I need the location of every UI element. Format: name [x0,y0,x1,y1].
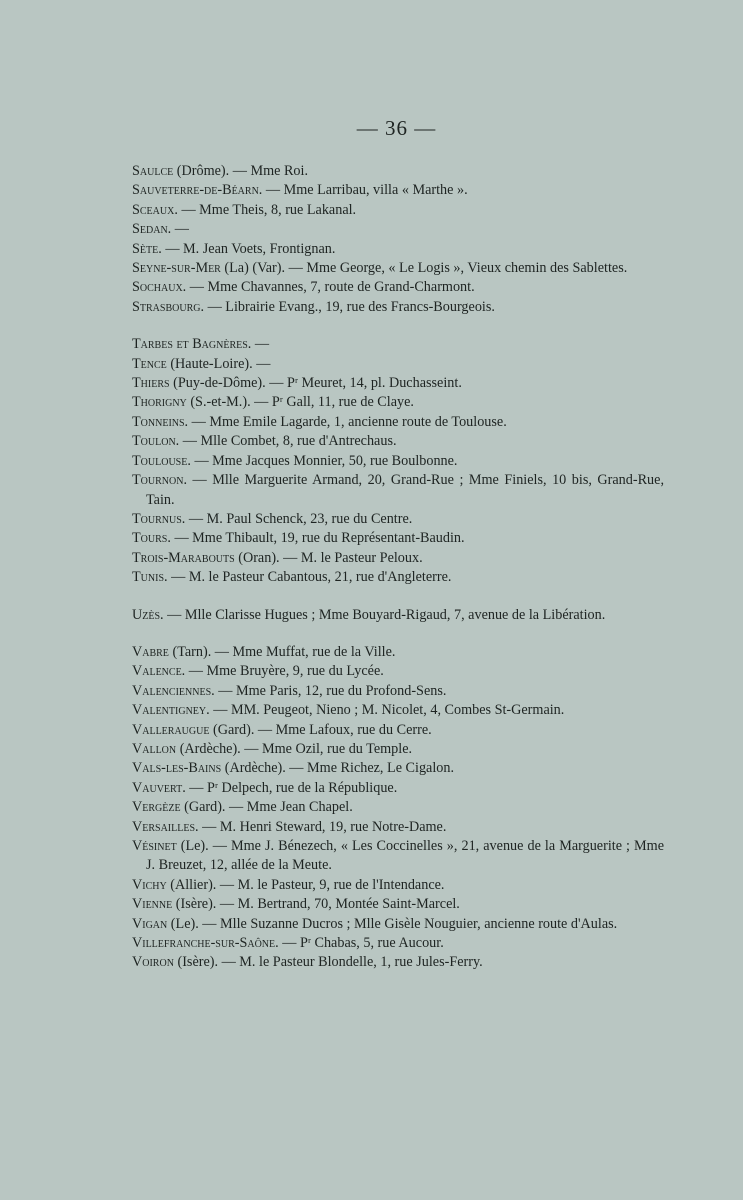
entry-details: — Mme Chavannes, 7, route de Grand-Charmont. [186,279,475,296]
place-name: Uzès. [132,606,164,623]
directory-entries [132,162,664,973]
directory-entry [132,682,664,701]
letter-group [132,162,664,317]
directory-entry [132,662,664,681]
letter-group [132,335,664,587]
directory-entry [132,162,664,181]
directory-entry [132,240,664,259]
place-name: Vienne [132,896,173,913]
directory-entry [132,355,664,374]
place-name: Vals-les-Bains [132,760,222,777]
place-name: Toulouse. [132,452,191,469]
entry-details: — Mme Emile Lagarde, 1, ancienne route de Toulouse. [188,413,507,430]
entry-details: (Puy-de-Dôme). — Pʳ Meuret, 14, pl. Duchasseint. [169,375,462,392]
place-name: Sète. [132,240,162,257]
directory-entry [132,298,664,317]
entry-details: (Le). — Mlle Suzanne Ducros ; Mlle Gisèle Nouguier, ancienne route d'Aulas. [167,915,618,932]
entry-details: — Mme Jacques Monnier, 50, rue Boulbonne. [190,452,458,469]
entry-details: — [171,221,189,238]
directory-entry [132,798,664,817]
place-name: Valenciennes. [132,682,215,699]
entry-details: — [251,336,270,353]
directory-entry [132,335,664,354]
place-name: Thiers [132,375,170,392]
directory-entry [132,220,664,239]
directory-entry [132,374,664,393]
place-name: Vauvert. [132,779,186,796]
directory-entry [132,393,664,412]
entry-details: (La) (Var). — Mme George, « Le Logis », Vieux chemin des Sablettes. [220,260,628,277]
entry-details: (Isère). — M. Bertrand, 70, Montée Saint-Marcel. [172,896,460,913]
directory-entry [132,837,664,876]
place-name: Strasbourg. [132,298,205,315]
entry-details: — M. Henri Steward, 19, rue Notre-Dame. [198,818,447,835]
place-name: Thorigny [132,394,187,411]
place-name: Vichy [132,876,167,893]
place-name: Saulce [132,163,174,179]
directory-entry [132,510,664,529]
place-name: Trois-Marabouts [132,549,235,566]
directory-entry [132,259,664,278]
place-name: Versailles. [132,818,199,835]
directory-entry [132,529,664,548]
directory-entry [132,759,664,778]
letter-group [132,606,664,625]
place-name: Sochaux. [132,279,187,296]
entry-details: — M. le Pasteur Cabantous, 21, rue d'Angleterre. [167,569,452,586]
place-name: Vergèze [132,799,181,816]
directory-entry [132,721,664,740]
place-name: Tunis. [132,569,168,586]
place-name: Sceaux. [132,201,178,218]
entry-details: (S.-et-M.). — Pʳ Gall, 11, rue de Claye. [186,394,414,411]
directory-entry [132,953,664,972]
entry-details: (Tarn). — Mme Muffat, rue de la Ville. [168,643,396,660]
entry-details: — Mlle Marguerite Armand, 20, Grand-Rue ; Mme Finiels, 10 bis, Grand-Rue, Tain. [146,472,664,508]
entry-details: — Mme Bruyère, 9, rue du Lycée. [185,663,384,680]
place-name: Vallon [132,740,177,757]
directory-entry [132,740,664,759]
place-name: Voiron [132,954,174,971]
directory-entry [132,432,664,451]
entry-details: (Drôme). — Mme Roi. [173,163,308,179]
directory-entry [132,818,664,837]
place-name: Tours. [132,530,171,547]
directory-entry [132,934,664,953]
directory-entry [132,876,664,895]
entry-details: (Haute-Loire). — [166,355,271,372]
directory-entry [132,278,664,297]
entry-details: (Gard). — Mme Jean Chapel. [180,799,353,816]
entry-details: — Mme Theis, 8, rue Lakanal. [177,201,357,218]
directory-entry [132,413,664,432]
entry-details: — Librairie Evang., 19, rue des Francs-Bourgeois. [204,298,495,315]
directory-entry [132,452,664,471]
entry-details: (Le). — Mme J. Bénezech, « Les Coccinelles », 21, avenue de la Marguerite ; Mme J. Breuzet, 12, allée de la Meute. [146,838,664,874]
place-name: Valence. [132,663,186,680]
page-number: — 36 — [356,116,437,140]
place-name: Vésinet [132,838,177,854]
directory-entry [132,549,664,568]
directory-entry [132,895,664,914]
place-name: Tarbes et Bagnères. [132,336,252,353]
directory-entry [132,181,664,200]
entry-details: — M. Jean Voets, Frontignan. [161,240,336,257]
place-name: Tournon. [132,472,187,489]
directory-entry [132,643,664,662]
entry-details: (Ardèche). — Mme Ozil, rue du Temple. [176,740,413,757]
directory-entry [132,701,664,720]
directory-entry [132,568,664,587]
directory-entry [132,915,664,934]
place-name: Valentigney. [132,702,210,719]
entry-details: (Oran). — M. le Pasteur Peloux. [234,549,423,566]
entry-details: — Pʳ Delpech, rue de la République. [185,779,398,796]
entry-details: — Mme Thibault, 19, rue du Représentant-Baudin. [170,530,465,547]
place-name: Tence [132,355,167,372]
entry-details: — M. Paul Schenck, 23, rue du Centre. [185,510,413,527]
directory-entry [132,471,664,510]
place-name: Seyne-sur-Mer [132,260,221,277]
entry-details: (Allier). — M. le Pasteur, 9, rue de l'Intendance. [166,876,445,893]
letter-group [132,643,664,973]
place-name: Toulon. [132,433,180,450]
place-name: Sedan. [132,221,172,238]
place-name: Vabre [132,643,169,660]
place-name: Tonneins. [132,413,189,430]
place-name: Vigan [132,915,168,932]
entry-details: (Isère). — M. le Pasteur Blondelle, 1, rue Jules-Ferry. [173,954,483,971]
directory-entry [132,779,664,798]
entry-details: — Pʳ Chabas, 5, rue Aucour. [278,935,444,952]
entry-details: (Ardèche). — Mme Richez, Le Cigalon. [221,760,455,777]
entry-details: — MM. Peugeot, Nieno ; M. Nicolet, 4, Combes St-Germain. [209,702,565,719]
entry-details: (Gard). — Mme Lafoux, rue du Cerre. [209,721,432,738]
place-name: Valleraugue [132,721,210,738]
place-name: Villefranche-sur-Saône. [132,935,279,952]
entry-details: — Mlle Combet, 8, rue d'Antrechaus. [179,433,397,450]
directory-entry [132,201,664,220]
entry-details: — Mme Larribau, villa « Marthe ». [262,182,468,199]
entry-details: — Mlle Clarisse Hugues ; Mme Bouyard-Rigaud, 7, avenue de la Libération. [163,606,606,623]
place-name: Sauveterre-de-Béarn. [132,182,263,199]
place-name: Tournus. [132,510,186,527]
directory-entry [132,606,664,625]
entry-details: — Mme Paris, 12, rue du Profond-Sens. [214,682,447,699]
